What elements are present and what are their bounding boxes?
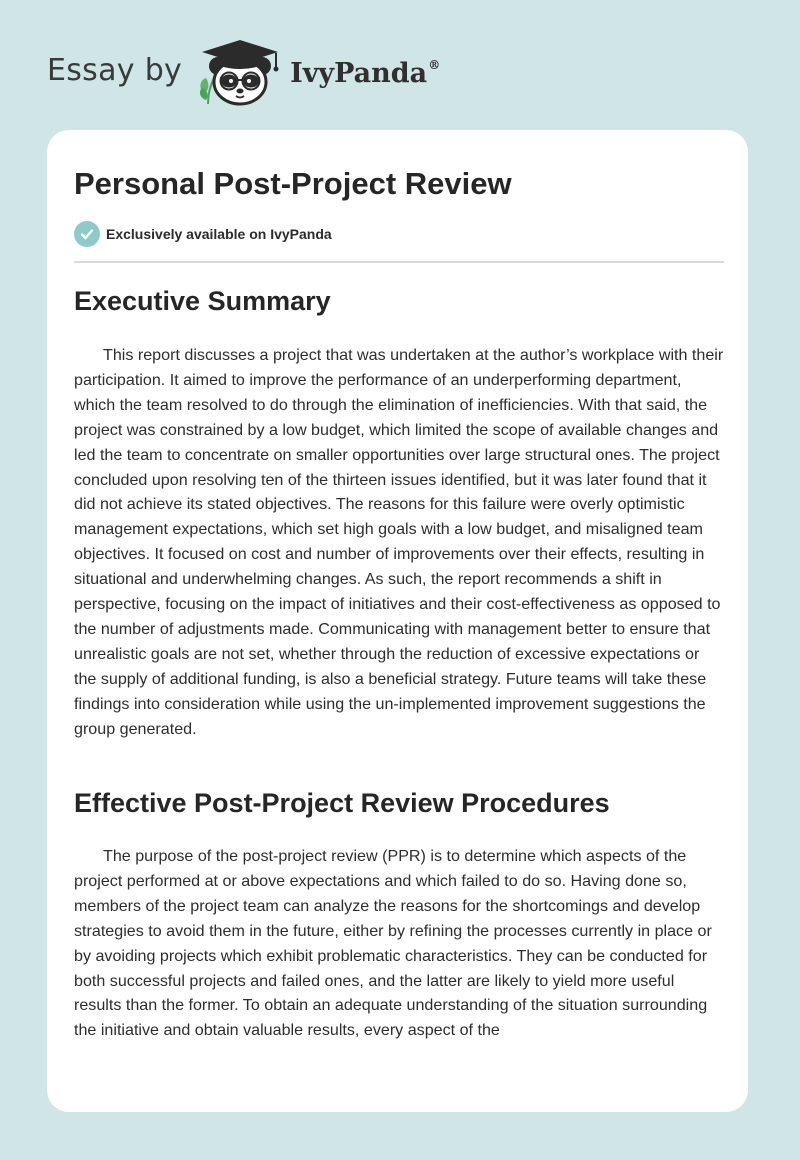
- section-paragraph-ppr-procedures: The purpose of the post-project review (PPR) is to determine which aspects of the project performed at or above expectations and which failed to do so. Having done so, members of the project team can analyze the reasons for the shortcomings and develop strategies to avoid them in the future, either by refining the processes currently in place or by avoiding projects which exhibit problematic characteristics. They can be conducted for both successful projects and failed ones, and the latter are likely to yield more useful results than the former. To obtain an adequate understanding of the situation surrounding the initiative and obtain valuable results, every aspect of the: [74, 847, 712, 1040]
- brand-name: [290, 58, 440, 89]
- page-title: Personal Post-Project Review: [74, 166, 512, 201]
- badge-text: Exclusively available on IvyPanda: [106, 226, 332, 242]
- section-heading-executive-summary: Executive Summary: [74, 286, 331, 316]
- article-card: [47, 130, 748, 1112]
- brand-header[interactable]: [47, 36, 440, 108]
- registered-mark: ®: [428, 57, 441, 72]
- check-circle-icon: [74, 221, 100, 247]
- section-paragraph-executive-summary: This report discusses a project that was undertaken at the author’s workplace with their participation. It aimed to improve the performance of an underperforming department, which the team resolved to do through the elimination of inefficiencies. With that said, the project was constrained by a low budget, which limited the scope of available changes and led the team to concentrate on smaller opportunities over large structural ones. The project concluded upon resolving ten of the thirteen issues identified, but it was later found that it did not achieve its stated objectives. The reasons for this failure were overly optimistic management expectations, which set high goals with a low budget, and misaligned team objectives. It focused on cost and number of improvements over their effects, resulting in situational and underwhelming changes. As such, the report recommends a shift in perspective, focusing on the impact of initiatives and their cost-effectiveness as opposed to the number of adjustments made. Communicating with management better to ensure that unrealistic goals are not set, whether through the reduction of excessive expectations or the supply of additional funding, is also a beneficial strategy. Future teams will take these findings into consideration while using the un-implemented improvement suggestions the group generated.: [74, 346, 724, 738]
- section-heading-ppr-procedures: Effective Post-Project Review Procedures: [74, 788, 610, 818]
- exclusive-badge: [74, 221, 332, 247]
- divider: [74, 261, 724, 263]
- brand-name-text: IvyPanda: [290, 57, 428, 89]
- panda-graduate-logo-icon: [196, 36, 284, 108]
- brand-prefix: Essay by: [47, 52, 183, 88]
